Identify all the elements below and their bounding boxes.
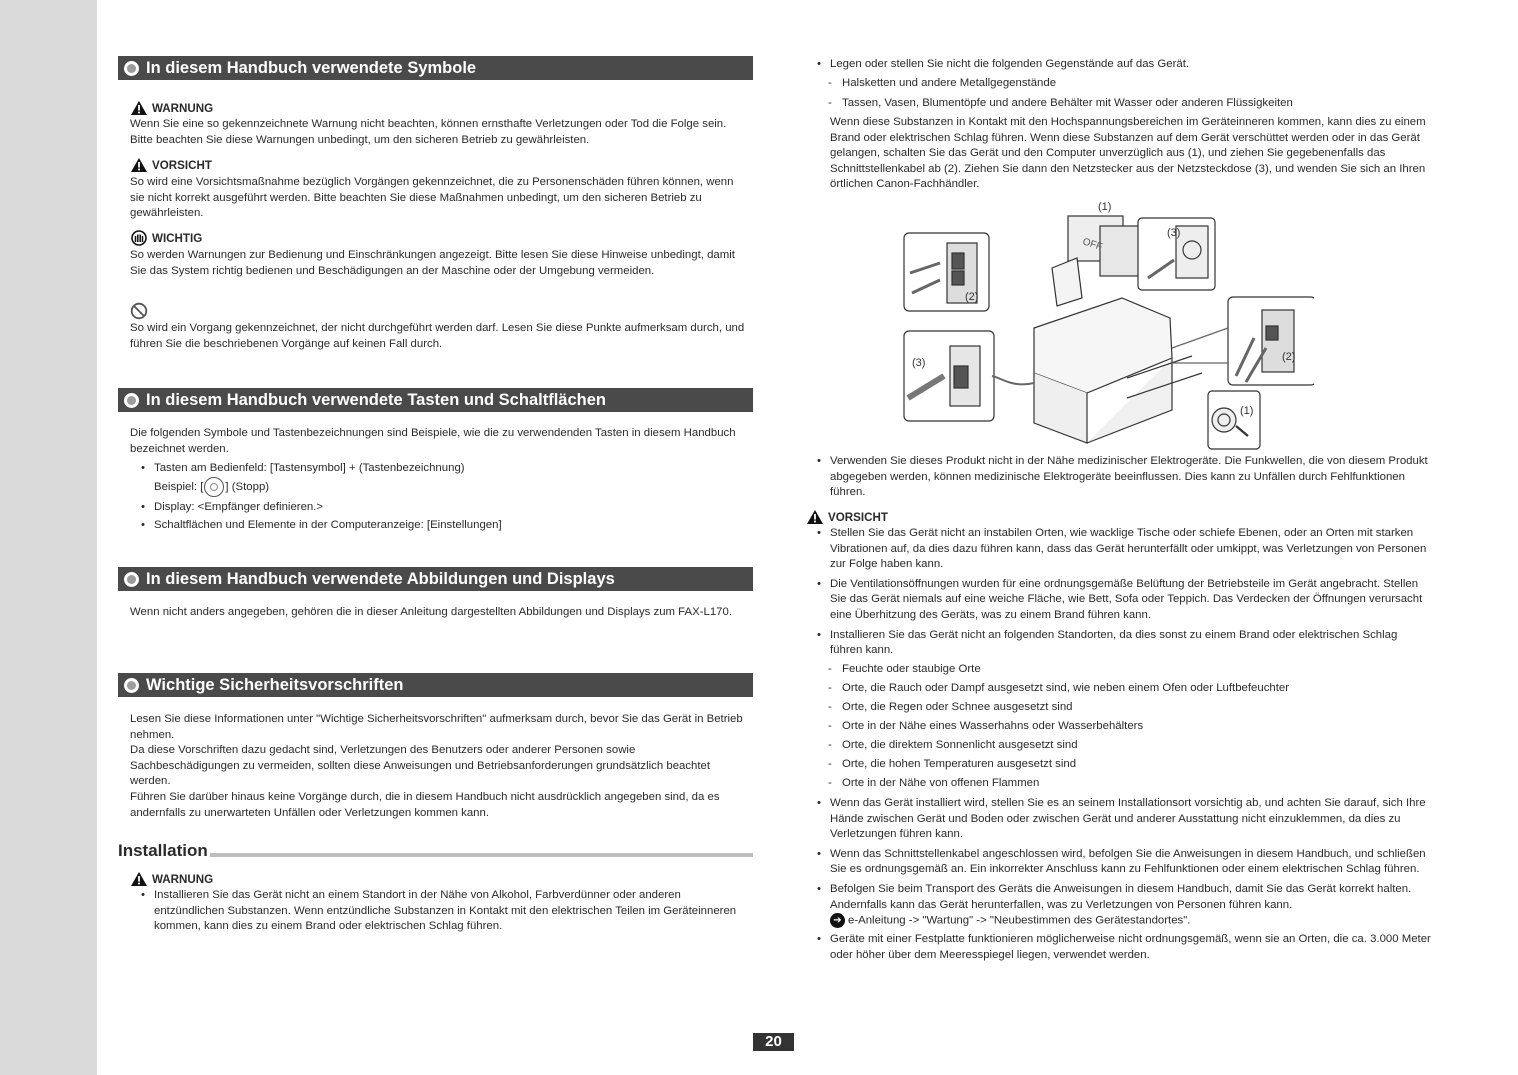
list-item — [816, 882, 1432, 929]
medical-list — [816, 454, 1432, 501]
wichtig-label-text: WICHTIG — [152, 231, 203, 245]
list-item: - Orte in der Nähe eines Wasserhahns oder Wasserbehälters — [816, 719, 1432, 735]
safety-paragraph-1: Lesen Sie diese Informationen unter "Wichtige Sicherheitsvorschriften" aufmerksam durch, bevor Sie das Gerät in Betrieb nehmen. — [130, 713, 743, 741]
vorsicht-label — [130, 157, 212, 173]
figure-label-1-top: (1) — [1098, 201, 1112, 213]
list-item: • Wenn das Schnittstellenkabel angeschlossen wird, befolgen Sie die Anweisungen in diesem Handbuch, und schließen Sie es ordnungsgemäß an. Ein inkorrekter Anschluss kann zu Fehlfunktionen oder einem elektrischen Schlag führen. — [816, 847, 1432, 878]
page-sidebar — [0, 0, 97, 1075]
section-heading-safety — [118, 673, 753, 697]
off-label: OFF — [1081, 236, 1104, 254]
figures-description: Wenn nicht anders angegeben, gehören die in dieser Anleitung dargestellten Abbildungen und Displays zum FAX-L170. — [130, 606, 733, 618]
installation-list — [140, 888, 740, 935]
list-item: • Display: <Empfänger definieren.> — [140, 500, 740, 516]
warnung-label-text: WARNUNG — [152, 101, 214, 115]
section-heading-figures — [118, 567, 753, 591]
figure-label-2-left: (2) — [965, 291, 979, 303]
list-item: - Orte, die hohen Temperaturen ausgesetzt sind — [816, 757, 1432, 773]
objects-sublist — [816, 76, 1432, 111]
section-bullet-icon — [124, 572, 139, 587]
vorsicht-description: So wird eine Vorsichtsmaßnahme bezüglich Vorgängen gekennzeichnet, die zu Personenschäden führen können, wenn sie nicht korrekt ausgeführt werden. Bitte beachten Sie diese Maßnahmen unbedingt, um den sicheren Betrieb zu gewährleisten. — [130, 176, 734, 220]
prohibited-icon — [130, 302, 148, 320]
caution-triangle-icon — [806, 509, 824, 525]
keys-intro: Die folgenden Symbole und Tastenbezeichnungen sind Beispiele, wie die zu verwendenden Tasten in diesem Handbuch bezeichnet werden. — [130, 427, 736, 455]
right-vorsicht-label — [806, 509, 888, 525]
install-warnung-label — [130, 871, 213, 887]
installation-title: Installation — [118, 841, 208, 860]
reference-arrow-icon: ➔ — [830, 913, 845, 928]
vorsicht-label-text: VORSICHT — [152, 158, 212, 172]
page-number: 20 — [753, 1033, 794, 1051]
keys-item-1: Tasten am Bedienfeld: [Tastensymbol] + (Tastenbezeichnung) — [154, 462, 465, 474]
list-item: - Orte, die direktem Sonnenlicht ausgesetzt sind — [816, 738, 1432, 754]
safety-paragraph-2: Da diese Vorschriften dazu gedacht sind, Verletzungen des Benutzers oder anderer Personen sowie Sachbeschädigungen zu vermeiden, sollten diese Anweisungen und Betriebsanforderungen grundsätzlich beachtet werden. — [130, 744, 711, 788]
list-item: - Orte, die Rauch oder Dampf ausgesetzt sind, wie neben einem Ofen oder Luftbefeuchter — [816, 681, 1432, 697]
list-item: • Stellen Sie das Gerät nicht an instabilen Orten, wie wacklige Tische oder schiefe Ebenen, oder an Orten mit starken Vibrationen auf, da dies dazu führen kann, dass das Gerät herunterfällt oder umkippt, was Verletzungen von Personen zur Folge haben kann. — [816, 526, 1432, 573]
vorsicht-list-b — [816, 796, 1432, 963]
list-item — [140, 461, 740, 497]
section-title: Wichtige Sicherheitsvorschriften — [146, 676, 404, 694]
list-item: - Orte in der Nähe von offenen Flammen — [816, 776, 1432, 792]
keys-list — [140, 461, 740, 534]
keys-example-suffix: ] (Stopp) — [225, 480, 270, 493]
list-item: • Legen oder stellen Sie nicht die folgenden Gegenstände auf das Gerät. — [816, 57, 1432, 73]
figure-label-1-right: (1) — [1240, 405, 1254, 417]
list-item: • Schaltflächen und Elemente in der Computeranzeige: [Einstellungen] — [140, 518, 740, 534]
installation-heading — [118, 841, 753, 861]
list-item: • Wenn das Gerät installiert wird, stellen Sie es an seinem Installationsort vorsichtig ab, und achten Sie darauf, sich Ihre Hände zwischen Gerät und Boden oder zwischen Gerät und anderer Ausstattung nicht einzuklemmen, da dies zu Verletzungen führen kann. — [816, 796, 1432, 843]
list-item: • Geräte mit einer Festplatte funktionieren möglicherweise nicht ordnungsgemäß, wenn sie an Orten, die ca. 3.000 Meter oder höher über dem Meeresspiegel liegen, verwendet werden. — [816, 932, 1432, 963]
objects-list — [816, 57, 1432, 73]
stop-button-icon — [204, 477, 224, 497]
list-item: • Die Ventilationsöffnungen wurden für eine ordnungsgemäße Belüftung der Betriebsteile im Gerät angebracht. Stellen Sie das Gerät niemals auf eine weiche Fläche, wie Bett, Sofa oder Teppich. Das Verdecken der Öffnungen verursacht eine Überhitzung des Geräts, was zu einem Brand führen kann. — [816, 577, 1432, 624]
verbot-description: So wird ein Vorgang gekennzeichnet, der nicht durchgeführt werden darf. Lesen Sie diese Punkte aufmerksam durch, und führen Sie die beschriebenen Vorgänge auf keinen Fall durch. — [130, 322, 745, 350]
installation-rule — [118, 853, 753, 857]
warnung-label — [130, 100, 213, 116]
vorsicht-list-a — [816, 526, 1432, 659]
objects-paragraph: Wenn diese Substanzen in Kontakt mit den Hochspannungsbereichen im Geräteinneren kommen, kann dies zu einem Brand oder elektrischen Schlag führen. Wenn diese Substanzen auf dem Gerät verschüttet werden oder in das Gerät gelangen, schalten Sie das Gerät und den Computer unverzüglich aus (1), und ziehen Sie gegebenenfalls das Schnittstellenkabel ab (2). Ziehen Sie dann den Netzstecker aus der Netzsteckdose (3), und wenden Sie sich an Ihren örtlichen Canon-Fachhändler. — [830, 116, 1426, 191]
warnung-description: Wenn Sie eine so gekennzeichnete Warnung nicht beachten, können ernsthafte Verletzungen oder Tod die Folge sein. Bitte beachten Sie diese Warnungen unbedingt, um den sicheren Betrieb zu gewährleisten. — [130, 118, 727, 146]
transport-text: Befolgen Sie beim Transport des Geräts die Anweisungen in diesem Handbuch, damit Sie das Gerät korrekt halten. Andernfalls kann das Gerät herunterfallen, was zu Verletzungen von Personen führen kann. — [830, 882, 1412, 911]
list-item: - Orte, die Regen oder Schnee ausgesetzt sind — [816, 700, 1432, 716]
locations-list — [816, 662, 1432, 792]
figure-label-3-top: (3) — [1167, 227, 1181, 239]
disconnect-illustration — [902, 198, 1314, 453]
figure-label-2-right: (2) — [1282, 351, 1296, 363]
warning-triangle-icon — [130, 871, 148, 887]
list-item: - Halsketten und andere Metallgegenstände — [816, 76, 1432, 92]
section-title: In diesem Handbuch verwendete Abbildungen und Displays — [146, 570, 615, 588]
section-heading-keys — [118, 388, 753, 412]
right-vorsicht-text: VORSICHT — [828, 510, 888, 524]
figure-label-3-left: (3) — [912, 357, 926, 369]
section-title: In diesem Handbuch verwendete Tasten und Schaltflächen — [146, 391, 606, 409]
section-title: In diesem Handbuch verwendete Symbole — [146, 59, 477, 77]
section-heading-symbols — [118, 56, 753, 80]
list-item: • Installieren Sie das Gerät nicht an einem Standort in der Nähe von Alkohol, Farbverdünner oder anderen entzündlichen Substanzen. Wenn entzündliche Substanzen in Kontakt mit den elektrischen Teilen im Geräteinneren kommen, kann dies zu einem Brand oder elektrischen Schlag führen. — [140, 888, 740, 935]
warning-triangle-icon — [130, 100, 148, 116]
wichtig-description: So werden Warnungen zur Bedienung und Einschränkungen angezeigt. Bitte lesen Sie diese Hinweise unbedingt, damit Sie das System richtig bedienen und Beschädigungen an der Maschine oder der Umgebung vermeiden. — [130, 249, 735, 277]
safety-paragraph-3: Führen Sie darüber hinaus keine Vorgänge durch, die in diesem Handbuch nicht ausdrücklich angegeben sind, da es andernfalls zu unerwarteten Unfällen oder Verletzungen kommen kann. — [130, 791, 720, 819]
hand-stop-icon — [130, 230, 148, 246]
section-bullet-icon — [124, 61, 139, 76]
list-item: • Verwenden Sie dieses Produkt nicht in der Nähe medizinischer Elektrogeräte. Die Funkwellen, die von diesem Produkt abgegeben werden, können medizinische Elektrogeräte beeinflussen. Dies kann zu Unfällen durch Fehlfunktionen führen. — [816, 454, 1432, 501]
list-item: - Tassen, Vasen, Blumentöpfe und andere Behälter mit Wasser oder anderen Flüssigkeiten — [816, 96, 1432, 112]
list-item: • Installieren Sie das Gerät nicht an folgenden Standorten, da dies sonst zu einem Brand oder elektrischen Schlag führen kann. — [816, 628, 1432, 659]
section-bullet-icon — [124, 678, 139, 693]
caution-triangle-icon — [130, 157, 148, 173]
keys-example-prefix: Beispiel: [ — [154, 480, 204, 493]
list-item: - Feuchte oder staubige Orte — [816, 662, 1432, 678]
install-warnung-text: WARNUNG — [152, 872, 214, 886]
transport-reference-link[interactable]: e-Anleitung -> "Wartung" -> "Neubestimmen des Gerätestandortes". — [848, 914, 1191, 927]
wichtig-label — [130, 230, 202, 246]
section-bullet-icon — [124, 393, 139, 408]
